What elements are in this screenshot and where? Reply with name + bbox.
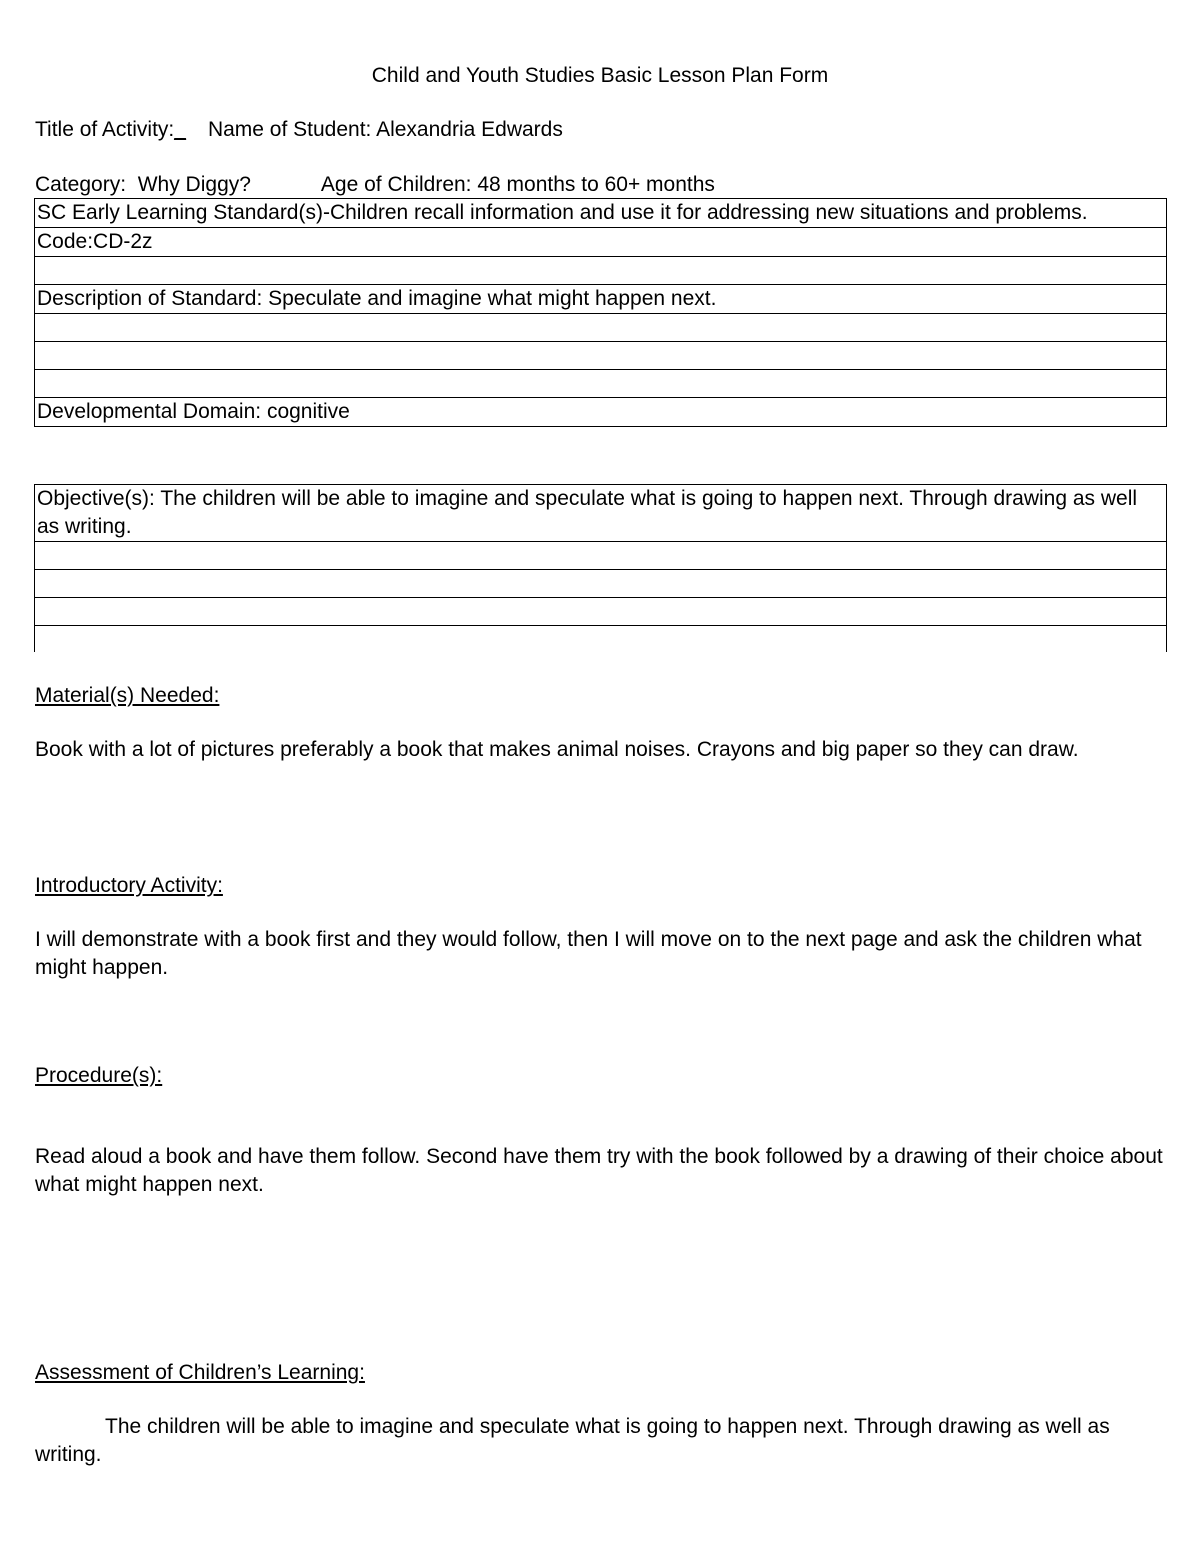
procedures-text: Read aloud a book and have them follow. Second have them try with the book followed by a drawing of their choice about what might happen next. [35,1145,1163,1196]
blank-row [35,314,1167,342]
domain-cell: Developmental Domain: cognitive [35,398,1167,427]
assessment-text: The children will be able to imagine and speculate what is going to happen next. Through drawing as well as writing. [35,1415,1110,1466]
standards-table [34,198,1167,427]
code-cell: Code:CD-2z [35,228,1167,257]
introductory-heading: Introductory Activity: [35,874,223,897]
age-value: 48 months to 60+ months [477,173,715,196]
blank-row [35,626,1167,653]
procedures-heading: Procedure(s): [35,1064,163,1087]
objectives-cell: Objective(s): The children will be able to imagine and speculate what is going to happen next. Through drawing as well as writing. [35,485,1167,542]
activity-student-line [35,116,563,144]
introductory-text: I will demonstrate with a book first and they would follow, then I will move on to the next page and ask the children what might happen. [35,928,1142,979]
blank-row [35,570,1167,598]
standard-cell: SC Early Learning Standard(s)-Children recall information and use it for addressing new situations and problems. [35,199,1167,228]
student-name-value: Alexandria Edwards [376,118,563,141]
category-value: Why Diggy? [137,173,251,196]
student-name-label: Name of Student: [207,118,372,141]
age-label: Age of Children: [320,173,472,196]
objectives-table [34,484,1167,652]
form-title: Child and Youth Studies Basic Lesson Plan Form [371,64,829,87]
blank-row [35,257,1167,285]
description-cell: Description of Standard: Speculate and imagine what might happen next. [35,285,1167,314]
category-age-line [35,171,715,199]
blank-row [35,370,1167,398]
blank-row [35,598,1167,626]
blank-row [35,542,1167,570]
materials-text: Book with a lot of pictures preferably a book that makes animal noises. Crayons and big paper so they can draw. [35,738,1079,761]
blank-row [35,342,1167,370]
assessment-heading: Assessment of Children’s Learning: [35,1361,365,1384]
materials-heading: Material(s) Needed: [35,684,220,707]
category-label: Category: [35,173,127,196]
title-of-activity-label: Title of Activity: [35,118,175,141]
title-of-activity-value: _ [174,118,186,141]
